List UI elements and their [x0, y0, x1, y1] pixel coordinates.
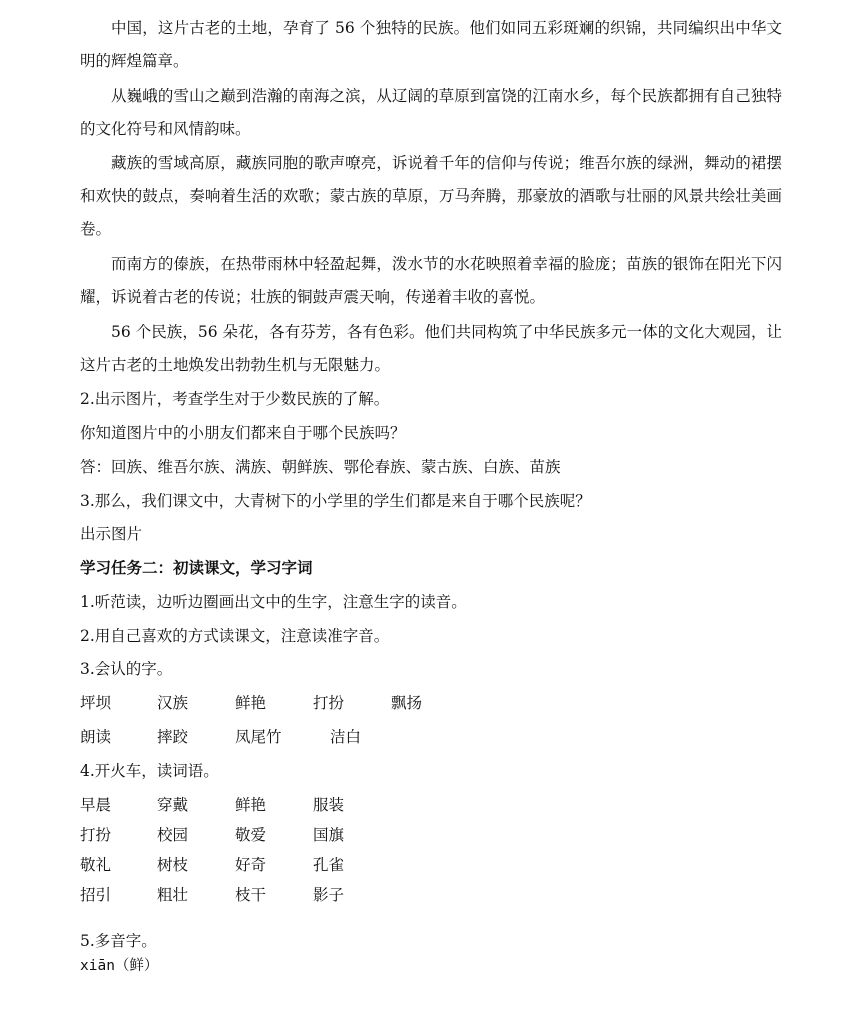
word-cell: 汉族 [157, 694, 189, 712]
word-cell: 招引 [80, 886, 112, 904]
task2-heading: 学习任务二：初读课文，学习字词 [80, 559, 313, 577]
paragraph-north-ethnic: 藏族的雪域高原，藏族同胞的歌声嘹亮，诉说着千年的信仰与传说；维吾尔族的绿洲，舞动的裙摆和欢快的鼓点，奏响着生活的欢歌；蒙古族的草原，万马奔腾，那豪放的酒歌与壮丽的风景共绘壮美画卷。 [80, 154, 782, 238]
word-cell: 朗读 [80, 728, 112, 746]
word-cell: 鲜艳 [235, 796, 267, 814]
word-cell: 敬礼 [80, 856, 112, 874]
word-cell: 枝干 [235, 886, 267, 904]
item-text-question: 3.那么，我们课文中，大青树下的小学里的学生们都是来自于哪个民族呢？ [80, 492, 591, 510]
question-ethnic-groups: 你知道图片中的小朋友们都来自于哪个民族吗？ [80, 424, 406, 442]
word-cell: 飘扬 [391, 694, 423, 712]
paragraph-intro: 中国，这片古老的土地，孕育了 56 个独特的民族。他们如同五彩斑斓的织锦，共同编织出中华文明的辉煌篇章。 [80, 19, 782, 70]
item-show-pictures: 2.出示图片，考查学生对于少数民族的了解。 [80, 390, 390, 408]
paragraph-conclusion: 56 个民族，56 朵花，各有芬芳，各有色彩。他们共同构筑了中华民族多元一体的文化大观园，让这片古老的土地焕发出勃勃生机与无限魅力。 [80, 323, 782, 374]
paragraph-south-ethnic: 而南方的傣族，在热带雨林中轻盈起舞，泼水节的水花映照着幸福的脸庞；苗族的银饰在阳光下闪耀，诉说着古老的传说；壮族的铜鼓声震天响，传递着丰收的喜悦。 [80, 255, 782, 306]
task2-item-2: 2.用自己喜欢的方式读课文，注意读准字音。 [80, 627, 390, 645]
word-cell: 影子 [313, 886, 345, 904]
word-cell: 国旗 [313, 826, 345, 844]
word-cell: 好奇 [235, 856, 267, 874]
word-cell: 打扮 [313, 694, 345, 712]
task2-item-1: 1.听范读，边听边圈画出文中的生字，注意生字的读音。 [80, 593, 467, 611]
word-cell: 打扮 [80, 826, 112, 844]
paragraph-regions: 从巍峨的雪山之巅到浩瀚的南海之滨，从辽阔的草原到富饶的江南水乡，每个民族都拥有自己独特的文化符号和风情韵味。 [80, 87, 782, 138]
word-cell: 孔雀 [313, 856, 345, 874]
word-cell: 敬爱 [235, 826, 267, 844]
word-cell: 坪坝 [80, 694, 112, 712]
word-cell: 校园 [157, 826, 189, 844]
word-cell: 服装 [313, 796, 345, 814]
task2-item-3: 3.会认的字。 [80, 660, 173, 678]
word-cell: 树枝 [157, 856, 189, 874]
word-cell: 摔跤 [157, 728, 189, 746]
word-cell: 早晨 [80, 796, 112, 814]
word-cell: 粗壮 [157, 886, 189, 904]
task2-item-5: 5.多音字。 [80, 932, 157, 950]
word-cell: 凤尾竹 [235, 728, 282, 746]
item-show-picture: 出示图片 [80, 525, 143, 543]
word-cell: 穿戴 [157, 796, 189, 814]
word-cell: 鲜艳 [235, 694, 267, 712]
task2-item-4: 4.开火车，读词语。 [80, 762, 219, 780]
pinyin-xian: xiān（鲜） [80, 958, 159, 974]
word-cell: 洁白 [330, 728, 362, 746]
answer-ethnic-groups: 答：回族、维吾尔族、满族、朝鲜族、鄂伦春族、蒙古族、白族、苗族 [80, 458, 561, 476]
